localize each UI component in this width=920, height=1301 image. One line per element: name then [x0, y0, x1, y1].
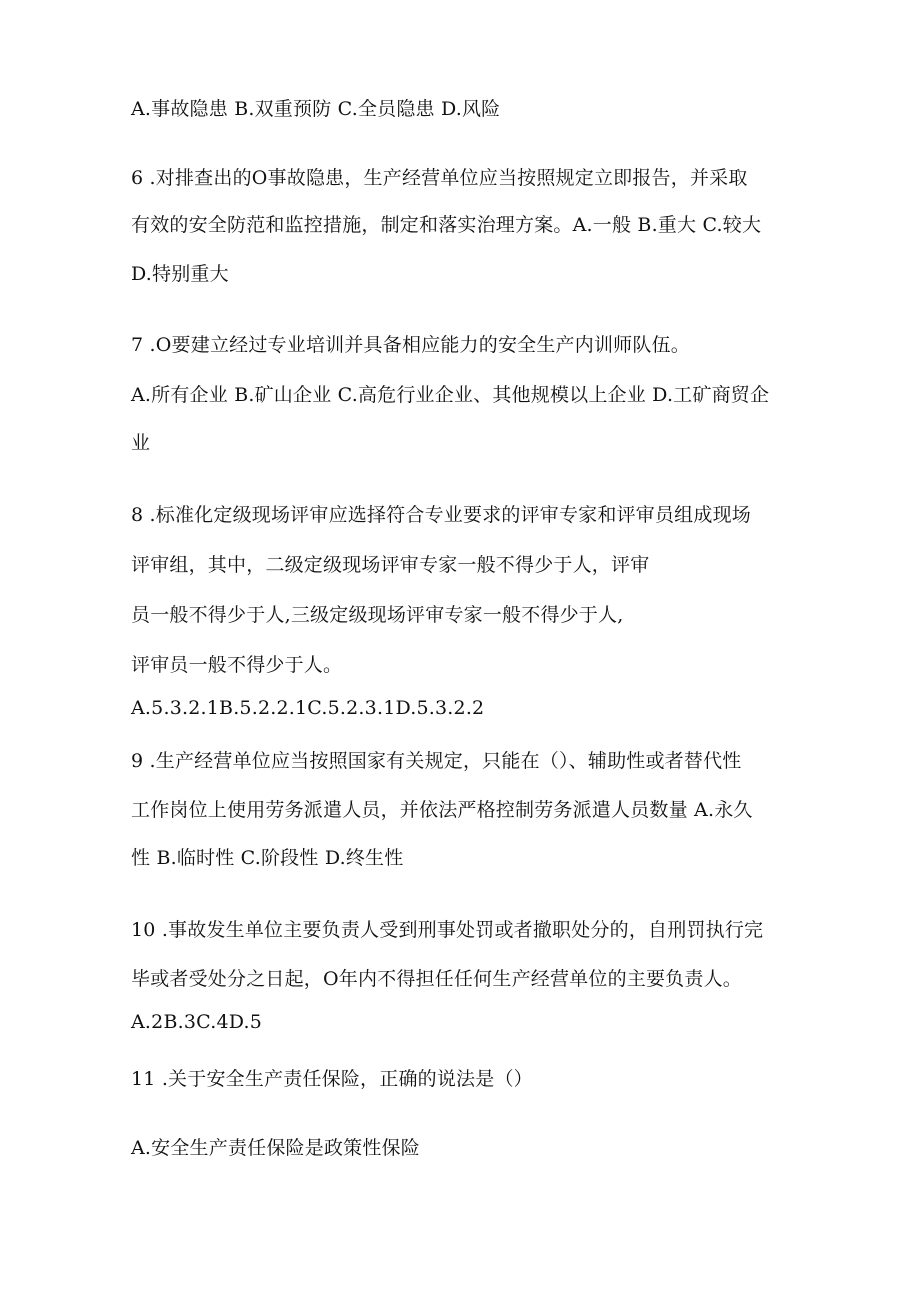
q10-text-line-2: 毕或者受处分之日起，O年内不得担任任何生产经营单位的主要负责人。 — [131, 968, 742, 990]
q6-text-line-3: D.特别重大 — [131, 263, 229, 285]
q6-text-line-1: 6 .对排查出的O事故隐患，生产经营单位应当按照规定立即报告，并采取 — [131, 167, 748, 189]
q8-text-line-4: 评审员一般不得少于人。 — [131, 654, 343, 676]
q8-text-line-3: 员一般不得少于人,三级定级现场评审专家一般不得少于人, — [131, 604, 624, 626]
q9-text-line-2: 工作岗位上使用劳务派遣人员，并依法严格控制劳务派遣人员数量 A.永久 — [131, 799, 753, 821]
q5-options: A.事故隐患 B.双重预防 C.全员隐患 D.风险 — [131, 98, 501, 120]
q7-options-line-2: 业 — [131, 432, 151, 454]
q11-option-a: A.安全生产责任保险是政策性保险 — [131, 1137, 420, 1159]
q10-options: A.2B.3C.4D.5 — [131, 1011, 263, 1033]
q9-text-line-3: 性 B.临时性 C.阶段性 D.终生性 — [131, 847, 404, 869]
q7-text: 7 .O要建立经过专业培训并具备相应能力的安全生产内训师队伍。 — [131, 334, 690, 356]
q11-text: 11 .关于安全生产责任保险，正确的说法是（） — [131, 1068, 533, 1090]
q9-text-line-1: 9 .生产经营单位应当按照国家有关规定，只能在（）、辅助性或者替代性 — [131, 750, 742, 772]
q6-text-line-2: 有效的安全防范和监控措施，制定和落实治理方案。A.一般 B.重大 C.较大 — [131, 214, 762, 236]
q8-text-line-1: 8 .标准化定级现场评审应选择符合专业要求的评审专家和评审员组成现场 — [131, 504, 751, 526]
q10-text-line-1: 10 .事故发生单位主要负责人受到刑事处罚或者撤职处分的，自刑罚执行完 — [131, 919, 764, 941]
q7-options-line-1: A.所有企业 B.矿山企业 C.高危行业企业、其他规模以上企业 D.工矿商贸企 — [131, 384, 770, 406]
q8-options: A.5.3.2.1B.5.2.2.1C.5.2.3.1D.5.3.2.2 — [131, 697, 485, 719]
q8-text-line-2: 评审组，其中，二级定级现场评审专家一般不得少于人，评审 — [131, 554, 650, 576]
